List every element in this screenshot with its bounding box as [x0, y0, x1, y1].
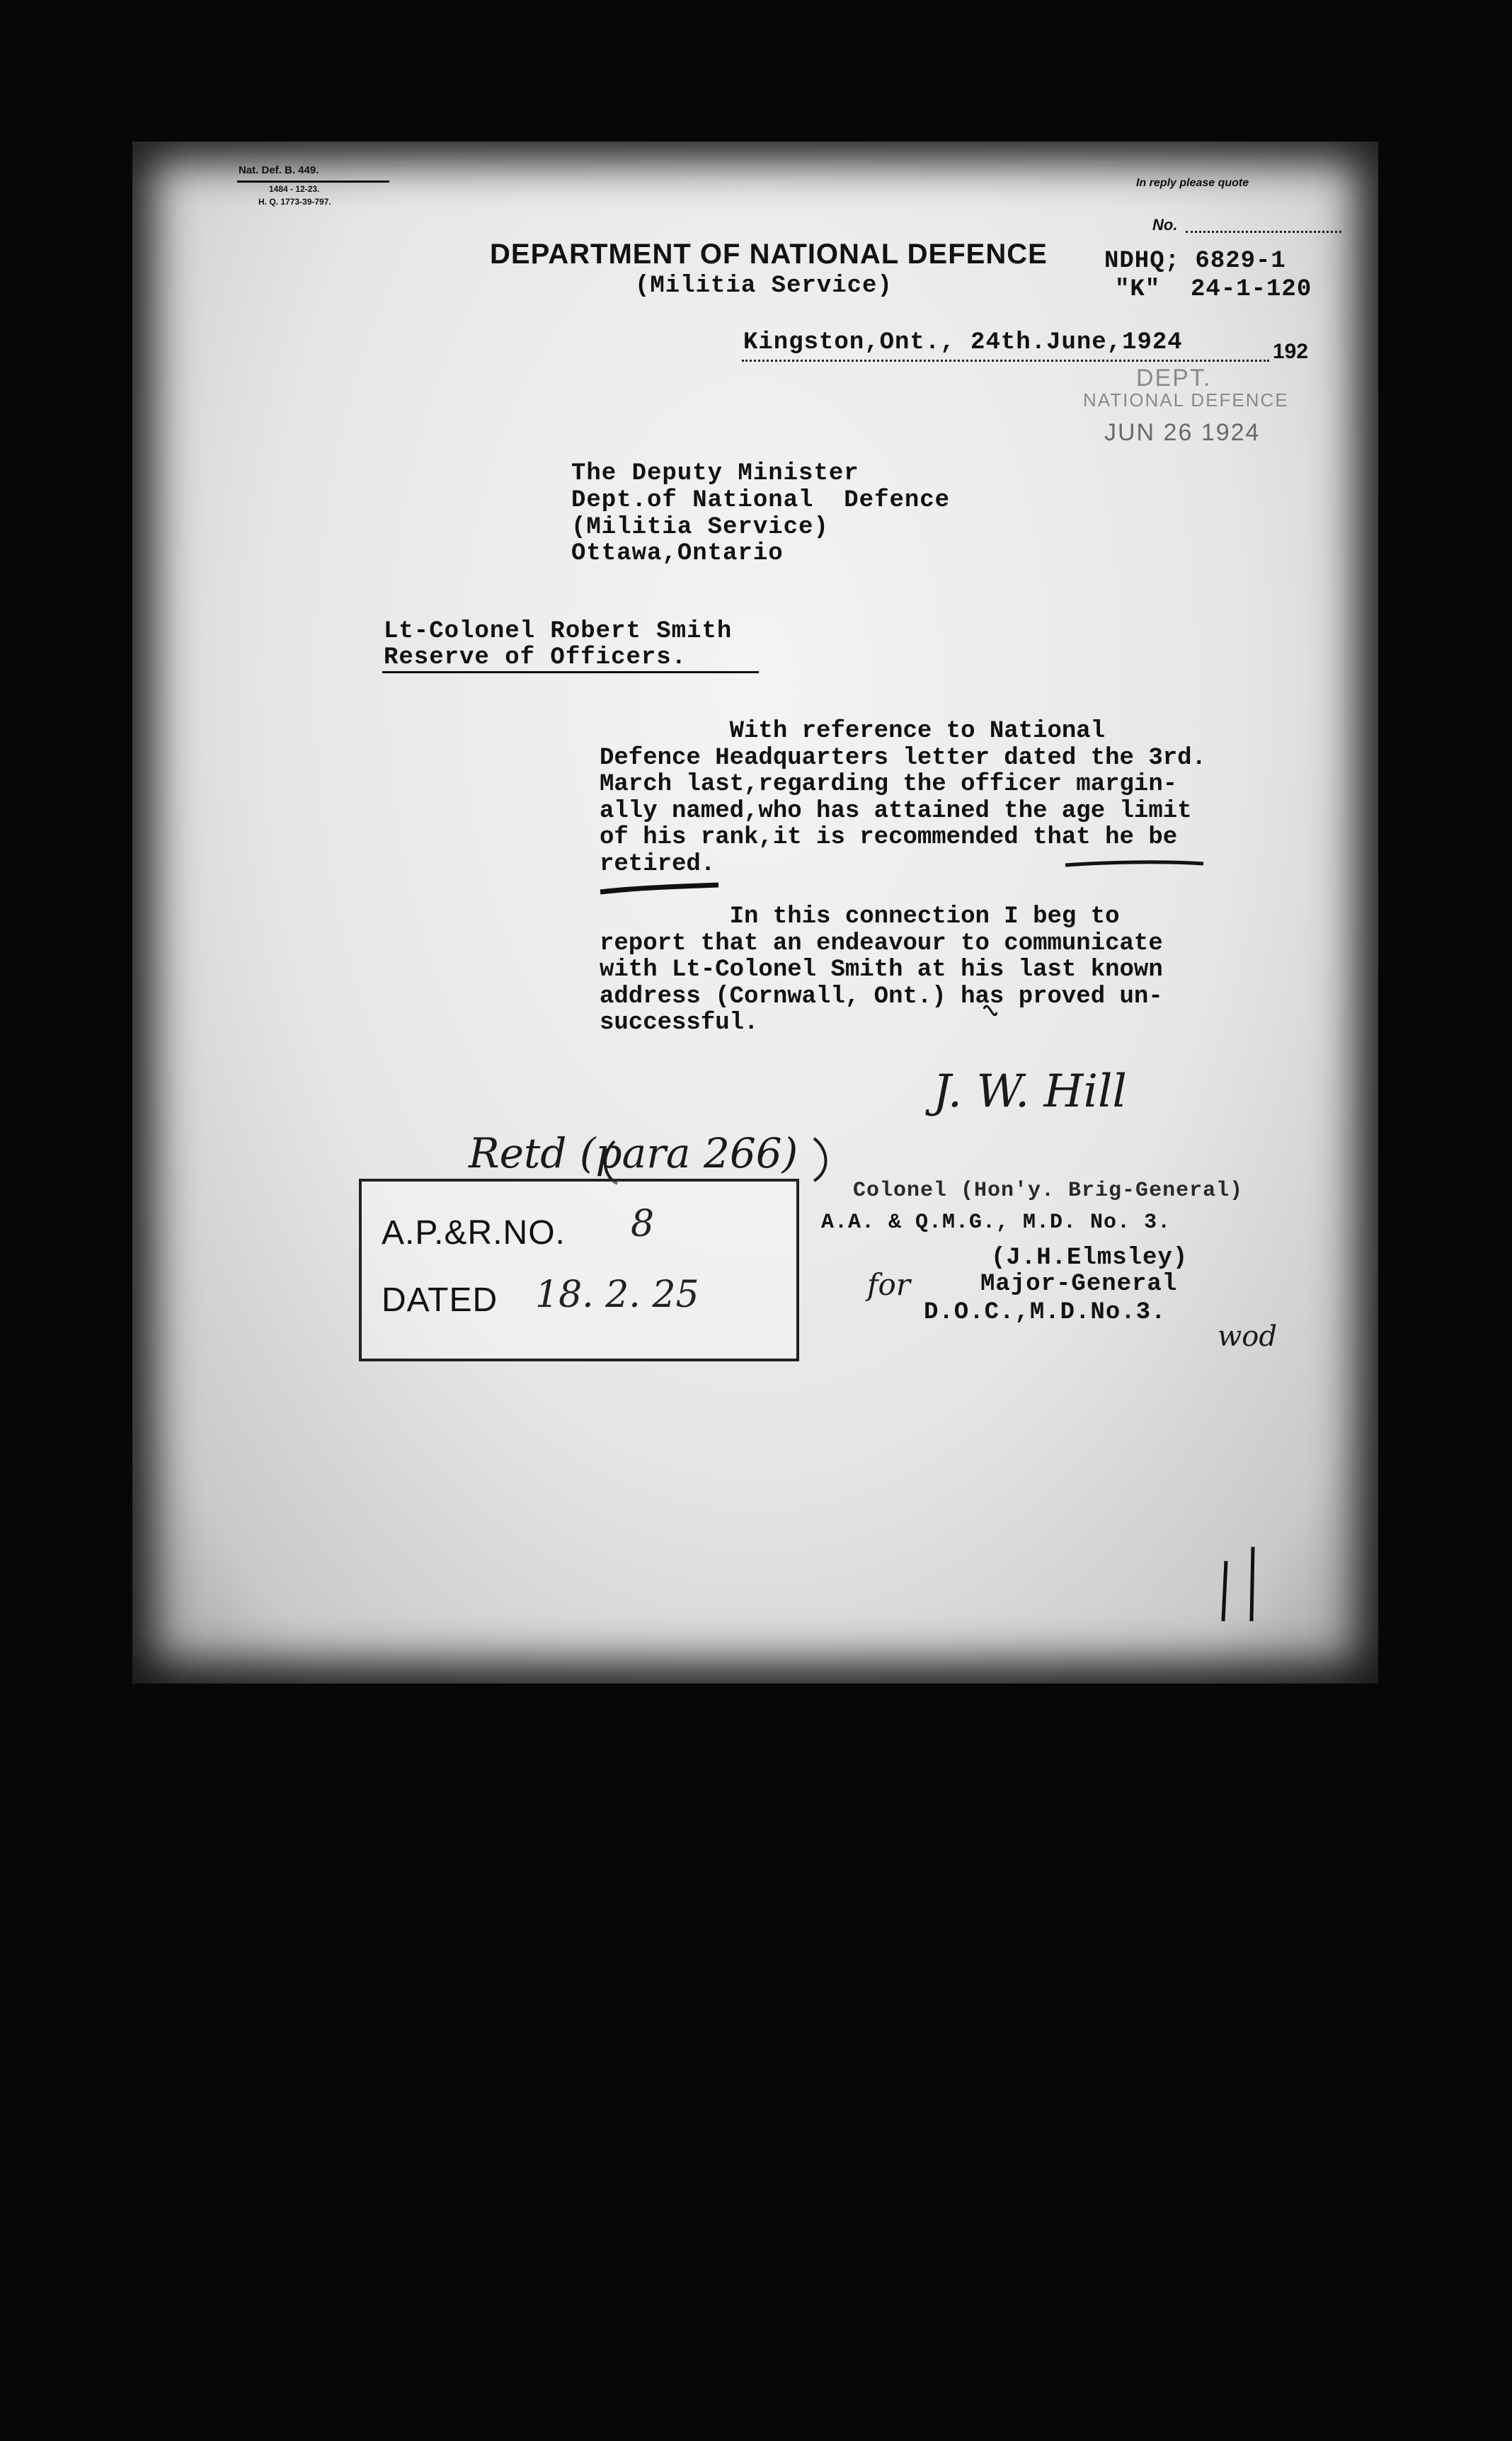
addressee-line2: Dept.of National Defence — [571, 487, 951, 514]
body-p1-line4: ally named,who has attained the age limit — [600, 797, 1192, 825]
received-stamp-line2: NATIONAL DEFENCE — [1083, 389, 1289, 411]
department-heading: DEPARTMENT OF NATIONAL DEFENCE — [490, 239, 1048, 270]
year-prefix: 192 — [1273, 340, 1309, 363]
handwritten-signature: J. W. Hill — [933, 1065, 1127, 1118]
addressee-line1: The Deputy Minister — [571, 460, 859, 487]
correction-mark — [984, 1006, 997, 1015]
body-p2-line5: successful. — [600, 1010, 759, 1036]
no-label: No. — [1152, 216, 1178, 234]
body-p1-line5: of his rank,it is recommended that he be — [600, 824, 1178, 851]
body-p2-line1: In this connection I beg to — [600, 903, 1120, 930]
service-line: (Militia Service) — [635, 273, 893, 299]
form-number: Nat. Def. B. 449. — [239, 164, 319, 176]
subject-line2: Reserve of Officers. — [384, 644, 687, 671]
reference-k: "K" 24-1-120 — [1115, 276, 1312, 303]
subject-line1: Lt-Colonel Robert Smith — [384, 618, 733, 645]
body-p1-line3: March last,regarding the officer margin- — [600, 771, 1178, 798]
received-stamp-line1: DEPT. — [1136, 365, 1212, 391]
underline-that-he-be — [1065, 862, 1203, 865]
signature-office: D.O.C.,M.D.No.3. — [924, 1299, 1167, 1326]
apr-stamp — [359, 1179, 799, 1361]
apr-number-label: A.P.&R.NO. — [382, 1214, 566, 1252]
body-p1-line6: retired. — [600, 850, 716, 878]
signature-title2: A.A. & Q.M.G., M.D. No. 3. — [821, 1211, 1172, 1235]
body-p2-line2: report that an endeavour to communicate — [600, 930, 1163, 957]
form-sub1: 1484 - 12-23. — [269, 184, 320, 194]
retired-annotation: Retd (para 266) — [469, 1129, 798, 1177]
addressee-line3: (Militia Service) — [571, 514, 829, 541]
for-note: for — [867, 1267, 910, 1302]
place-date: Kingston,Ont., 24th.June,1924 — [743, 329, 1183, 356]
underline-retired — [600, 885, 718, 892]
paren-right — [814, 1138, 826, 1181]
body-p1-line2: Defence Headquarters letter dated the 3rd. — [600, 744, 1206, 772]
folio-stroke-1 — [1223, 1561, 1226, 1621]
signature-name: (J.H.Elmsley) — [991, 1245, 1189, 1271]
signature-rank: Major-General — [980, 1271, 1178, 1298]
form-sub2: H. Q. 1773-39-797. — [258, 197, 331, 207]
reply-note: In reply please quote — [1136, 177, 1249, 189]
body-p1-line1: With reference to National — [600, 718, 1106, 745]
body-p2-line4: address (Cornwall, Ont.) has proved un- — [600, 983, 1163, 1010]
apr-dated-label: DATED — [382, 1281, 498, 1319]
folio-stroke-2 — [1252, 1547, 1253, 1621]
received-stamp-date: JUN 26 1924 — [1104, 419, 1261, 446]
apr-dated-value: 18. 2. 25 — [535, 1274, 699, 1316]
apr-number-value: 8 — [631, 1203, 655, 1245]
body-p2-line3: with Lt-Colonel Smith at his last known — [600, 956, 1163, 983]
reference-ndhq: NDHQ; 6829-1 — [1104, 248, 1286, 275]
initials: wod — [1218, 1320, 1277, 1353]
addressee-line4: Ottawa,Ontario — [571, 540, 784, 567]
signature-title1: Colonel (Hon'y. Brig-General) — [853, 1179, 1244, 1203]
